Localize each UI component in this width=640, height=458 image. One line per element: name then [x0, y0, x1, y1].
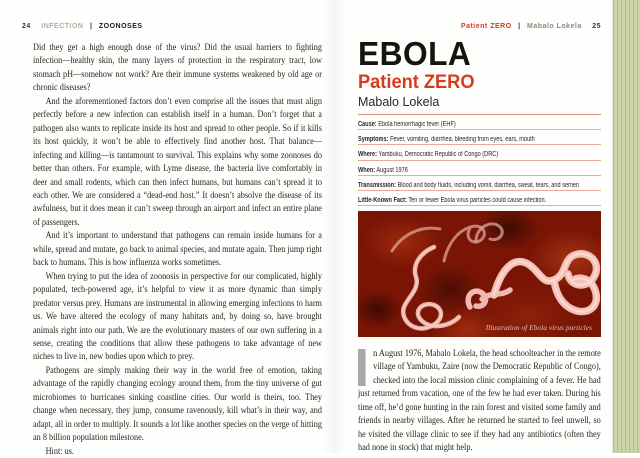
header-divider: |: [518, 23, 521, 30]
fact-value: August 1976: [376, 166, 408, 174]
image-caption: Illustration of Ebola virus particles: [485, 323, 592, 332]
fact-value: Yambuku, Democratic Republic of Congo (DRC): [378, 151, 499, 159]
fact-label: Transmission:: [358, 181, 396, 189]
right-page-number: 25: [592, 23, 601, 30]
fact-value: Fever, vomiting, diarrhea, bleeding from eyes, ears, mouth: [390, 136, 535, 144]
body-paragraph: Pathogens are simply making their way in the world free of emotion, taking advantage of the rapidly changing ecology around them, from the tiny universe of gut microbiomes to hurricanes sinking coastline cities. Our world is theirs, too. They change when necessary, they jump, consume ravenously, kill what’s in their way, and adapt, all in order to multiply. It sounds a lot like another species on the verge of hitting an 8 billion population milestone.: [33, 364, 322, 444]
ebola-virus-illustration: [358, 211, 601, 337]
page-gutter: [322, 0, 348, 453]
fact-value: Ten or fewer Ebola virus particles could cause infection.: [408, 196, 547, 204]
series-label: Patient ZERO: [460, 23, 512, 30]
header-divider: |: [89, 23, 93, 30]
fact-label: Little-Known Fact:: [358, 196, 407, 204]
left-page-number: 24: [22, 23, 31, 30]
fact-row: [358, 145, 601, 160]
subject-name: Mabalo Lokela: [358, 95, 440, 109]
fact-label: Symptoms:: [358, 136, 389, 144]
fact-row: [358, 115, 601, 130]
left-running-header: [22, 23, 143, 30]
fact-label: Where:: [358, 151, 377, 159]
body-paragraph: Did they get a high enough dose of the virus? Did the usual barriers to fighting infection—healthy skin, the many layers of protection in the respiratory tract, low stomach pH—somehow not work? Are their immune systems weakened by old age or chronic diseases?: [33, 42, 322, 94]
chapter-subtitle: Patient ZERO: [358, 72, 475, 93]
fact-value: Ebola hemorrhagic fever (EHF): [378, 121, 456, 128]
subject-label: Mabalo Lokela: [527, 23, 582, 30]
fact-row: [358, 161, 601, 176]
intro-paragraph: [358, 347, 601, 455]
body-paragraph: And the aforementioned factors don’t even comprise all the issues that must align perfectly before a new infection can establish itself in a human. Don’t forget that a pathogen also wants to replicate inside its host and spread to other people. So if it kills its host quickly, it won’t be able to effectively find another host. That balance—infecting and killing—is tantamount to survival. This explains why some zoonoses do better than others. For example, with Lyme disease, the bacteria live comfortably in deer and small rodents, which can then infect humans, but humans can’t spread it to each other. We are considered a “dead-end host.” It doesn’t absolve the disease of its awfulness, but it does mean it can’t sweep through an airport and infect an entire plane of passengers.: [33, 95, 322, 228]
book-edge-stripes: [612, 0, 640, 453]
fact-list: [358, 114, 601, 206]
fact-value: Blood and body fluids, including vomit, diarrhea, sweat, tears, and semen: [397, 181, 580, 189]
chapter-label: ZOONOSES: [98, 23, 143, 30]
body-paragraph: And it’s important to understand that pathogens can remain inside humans for a while, spread and mutate, go back to animal species, and mutate again. Then jump right back to humans. This is how influenza works sometimes.: [33, 230, 322, 269]
left-body-text: [33, 41, 322, 458]
right-running-header: [461, 23, 601, 30]
right-page: [358, 0, 601, 453]
drop-cap: [358, 349, 366, 386]
fact-row: [358, 176, 601, 191]
fact-label: Cause:: [358, 121, 377, 128]
fact-row: [358, 130, 601, 145]
intro-text: n August 1976, Mabalo Lokela, the head schoolteacher in the remote village of Yambuku, Zaire (now the Democratic Republic of Congo), checked into the local mission clinic complaining of a fever. He had just returned from vacation, one of the few he had ever taken. During his time off, he’d gone hunting in the rain forest and visited some family and friends in nearby villages. After he returned he started to feel unwell, so he visited the village clinic to see if they had any antibiotics (often they had none in stock) that might help.: [358, 348, 601, 454]
body-paragraph: Hint: us.: [45, 445, 74, 457]
virus-photo: [358, 211, 601, 337]
fact-row: [358, 191, 601, 206]
title-block: [358, 35, 479, 109]
body-paragraph: When trying to put the idea of zoonosis in perspective for our complicated, highly populated, tech-powered age, it’s helpful to view it as more dynamic than simply predator versus prey. Humans are instrumental in allowing emerging infections to harm us. We have altered the ecology of many habitats and, by doing so, have brought animals right into our path. We are the evolutionary masters of our own suffering in a sense, creating the conditions that allow these pathogens to take advantage of new niches to live in, new bodies upon which to prey.: [33, 270, 322, 363]
chapter-title: EBOLA: [358, 35, 472, 72]
section-label: INFECTION: [41, 23, 84, 30]
fact-label: When:: [358, 166, 376, 174]
